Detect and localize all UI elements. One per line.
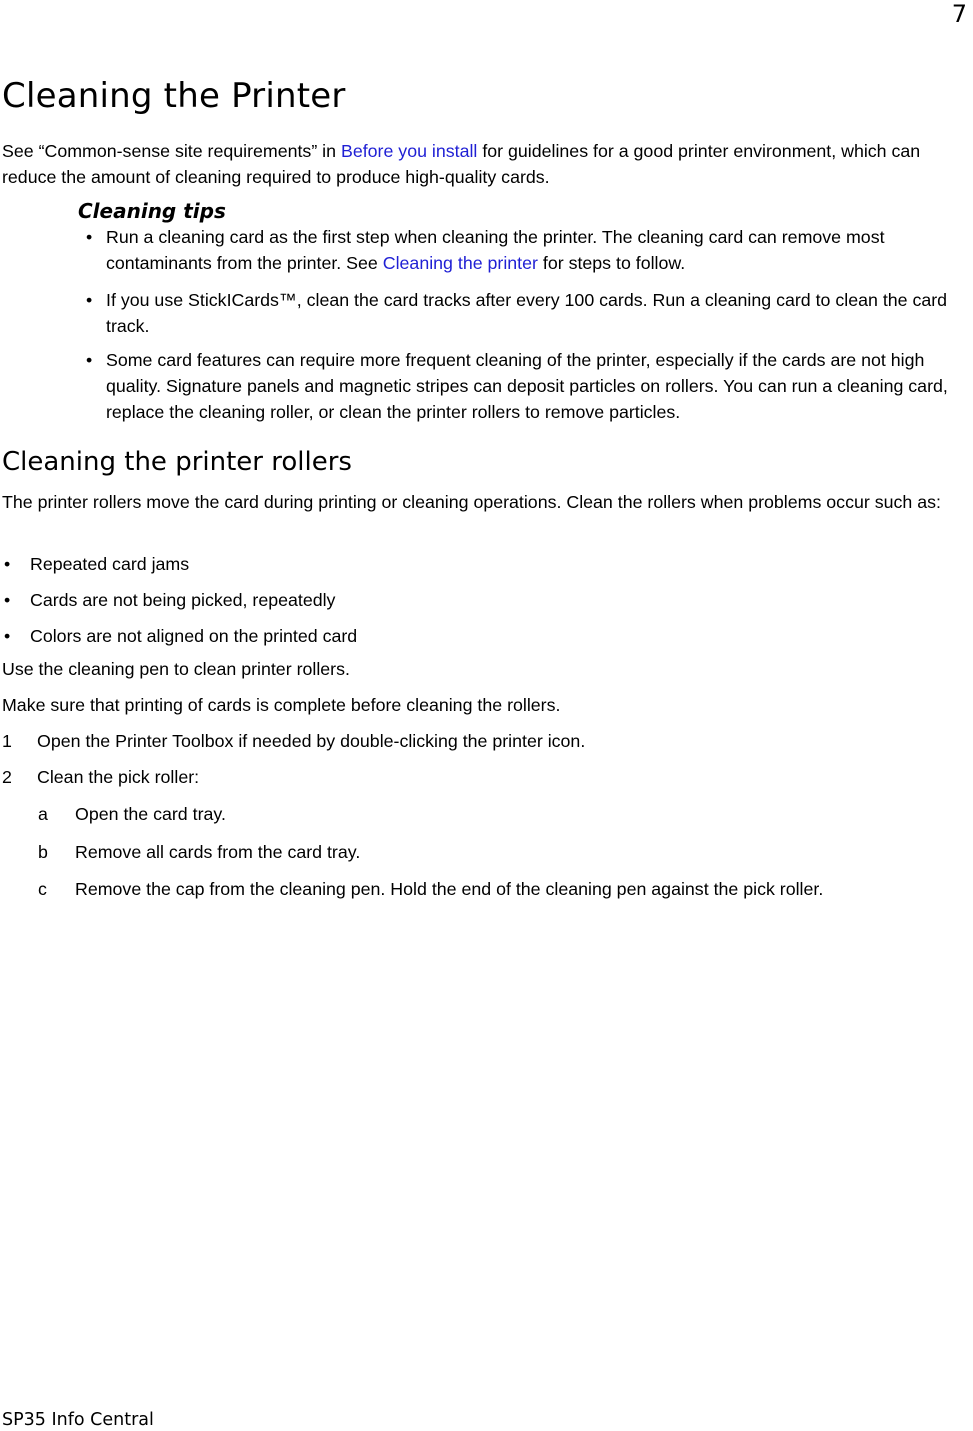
bullet-icon: • [86, 350, 93, 370]
tip-item-card-features: Some card features can require more frequent cleaning of the printer, especially if the cards are not high quality. Signature panels and magnetic stripes can deposit particles on rollers. You can run a cleaning card, replace the cleaning roller, or clean the printer rollers to remove particles. [106, 350, 948, 422]
intro-paragraph [2, 138, 972, 190]
bullet-icon: • [4, 626, 11, 646]
tip-item-cleaning-card [106, 224, 972, 276]
rollers-intro: The printer rollers move the card during printing or cleaning operations. Clean the rollers when problems occur such as: [2, 492, 941, 512]
step-number: 1 [2, 731, 12, 751]
substep-letter: b [38, 842, 48, 862]
bullet-icon: • [4, 590, 11, 610]
intro-text-after: for guidelines for a good printer environment, which can reduce the amount of cleaning required to produce high-quality cards. [2, 141, 921, 187]
pen-note: Use the cleaning pen to clean printer rollers. [2, 659, 350, 679]
page-title: Cleaning the Printer [2, 76, 346, 116]
substep-text: Remove all cards from the card tray. [75, 842, 361, 862]
tip-item-text-before: Run a cleaning card as the first step when cleaning the printer. The cleaning card can remove most contaminants from the printer. See [106, 227, 885, 273]
substep-letter: a [38, 804, 48, 824]
step-text: Open the Printer Toolbox if needed by double-clicking the printer icon. [37, 731, 586, 751]
step-text: Clean the pick roller: [37, 767, 200, 787]
problem-item: Repeated card jams [30, 554, 190, 574]
substep-text: Open the card tray. [75, 804, 226, 824]
rollers-heading: Cleaning the printer rollers [2, 447, 352, 477]
before-you-install-link[interactable]: Before you install [340, 141, 478, 161]
bullet-icon: • [86, 290, 93, 310]
step-number: 2 [2, 767, 12, 787]
substep-letter: c [38, 879, 47, 899]
page-number: 7 [951, 0, 967, 28]
tip-item-stickicards: If you use StickICards™, clean the card tracks after every 100 cards. Run a cleaning card to clean the card track. [106, 290, 948, 336]
intro-text-before: See “Common-sense site requirements” in [2, 141, 341, 161]
cleaning-the-printer-link[interactable]: Cleaning the printer [382, 253, 538, 273]
complete-note: Make sure that printing of cards is complete before cleaning the rollers. [2, 695, 561, 715]
substep-text: Remove the cap from the cleaning pen. Hold the end of the cleaning pen against the pick roller. [75, 879, 824, 899]
problem-item: Colors are not aligned on the printed card [30, 626, 358, 646]
problem-item: Cards are not being picked, repeatedly [30, 590, 336, 610]
tip-item-text-after: for steps to follow. [537, 253, 686, 273]
cleaning-tips-heading: Cleaning tips [78, 199, 226, 223]
footer: SP35 Info Central [2, 1410, 154, 1430]
bullet-icon: • [4, 554, 11, 574]
bullet-icon: • [86, 227, 93, 247]
